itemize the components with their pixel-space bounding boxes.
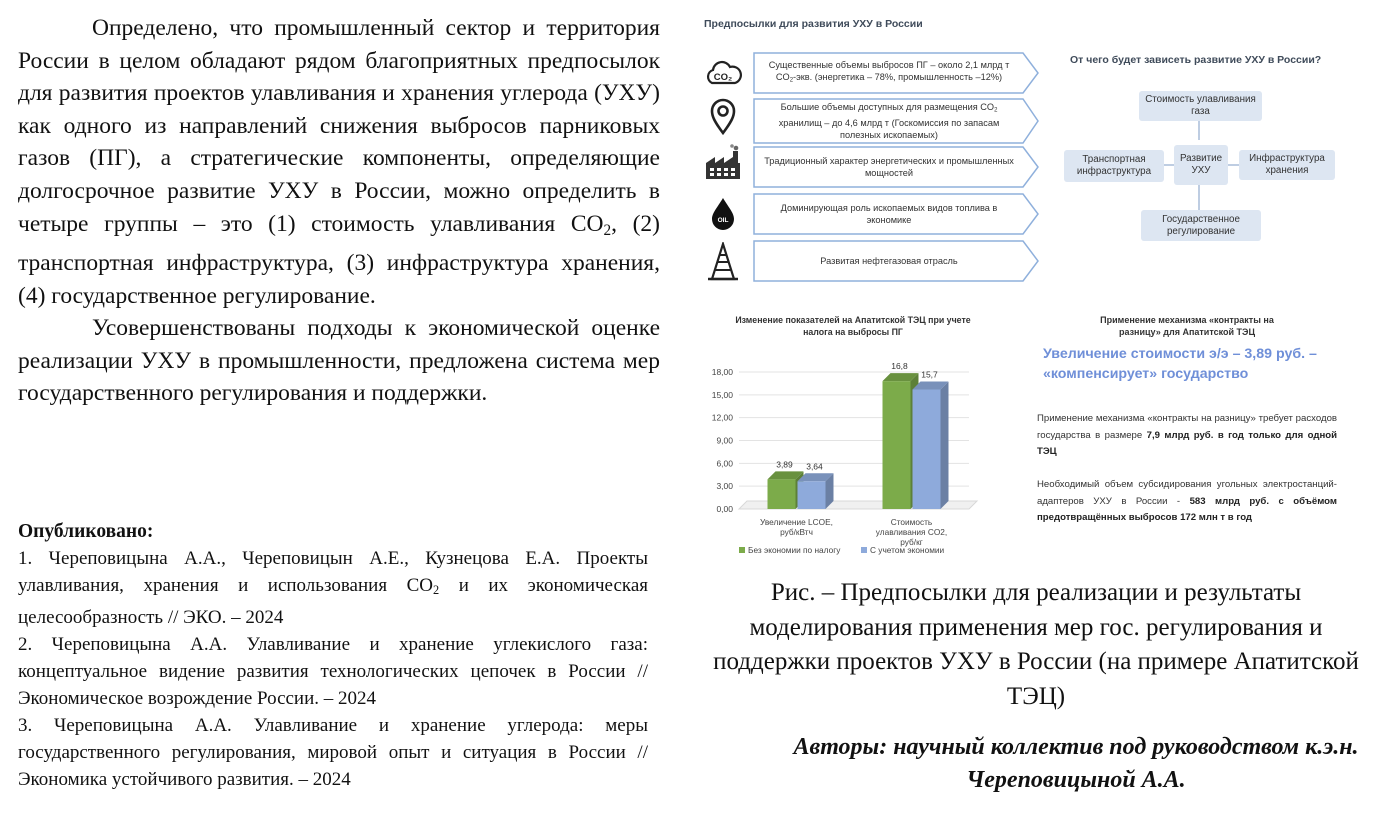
prereq-text: Развитая нефтегазовая отрасль [820,256,958,266]
y-tick-label: 9,00 [716,435,733,446]
data-label: 15,7 [921,369,938,380]
prereq-text: Традиционный характер энергетических и промышленных мощностей [764,156,1014,178]
depends-center: Развитие УХУ [1174,145,1228,185]
prereq-item [753,193,1039,235]
y-tick-label: 15,00 [711,389,733,400]
prereq-text: Существенные объемы выбросов ПГ – около 2,1 млрд т $CO_2$-экв. (энергетика – 78%, промышленность –12%) [768,60,1010,84]
category-label: улавливания CO2, [875,527,948,537]
co2-cloud-icon [703,54,743,94]
legend-label: Без экономии по налогу [748,545,841,555]
bar [798,481,826,509]
legend-swatch [739,547,745,553]
bar-side [941,382,949,509]
depends-left: Транспортная инфраструктура [1064,150,1164,182]
oil-drop-icon [703,193,743,233]
bar-chart [697,342,997,564]
y-tick-label: 12,00 [711,412,733,423]
cfd-paragraph-2: Необходимый объем субсидирования угольных электростанций-адаптеров УХУ в России - 583 млрд руб. с объёмом предотвращённых выбросов 172 млн т в год [1037,479,1338,523]
depends-top: Стоимость улавливания газа [1139,91,1262,121]
oil-icon-label: OIL [717,217,729,224]
reference-3: 3. Череповицына А.А. Улавливание и хранение углерода: меры государственного регулирования, мировой опыт и ситуация в России // Экономика устойчивого развития. – 2024 [18,715,648,791]
bar [883,381,911,509]
bar [913,390,941,509]
prereq-item [753,98,1039,144]
category-label: руб/кВтч [780,527,813,537]
cfd-title: Применение механизма «контракты на разницу» для Апатитской ТЭЦ [1100,315,1274,337]
data-label: 16,8 [891,361,908,372]
reference-1: 1. Череповицына А.А., Череповицын А.Е., Кузнецова Е.А. Проекты улавливания, хранения и использования $CO_2$ и их экономическая целесообразность // ЭКО. – 2024 [18,548,649,629]
cfd-paragraph-1: Применение механизма «контракты на разницу» требует расходов государства в размере 7,9 млрд руб. в год только для одной ТЭЦ [1037,413,1338,457]
prereq-item [753,146,1039,188]
y-tick-label: 3,00 [716,481,733,492]
legend-label: С учетом экономии [870,545,945,555]
prereq-item [753,52,1039,94]
bar [768,479,796,509]
y-tick-label: 18,00 [711,367,733,377]
prereq-text: Доминирующая роль ископаемых видов топлива в экономике [780,203,998,225]
authors: Авторы: научный коллектив под руководством к.э.н. Череповицыной А.А. [793,734,1359,793]
factory-icon [703,143,743,183]
category-label: Стоимость [890,517,933,527]
prereq-title: Предпосылки для развития УХУ в России [704,18,923,30]
chart-title: Изменение показателей на Апатитской ТЭЦ при учете налога на выбросы ПГ [735,315,971,337]
data-label: 3,89 [776,459,793,470]
depends-right: Инфраструктура хранения [1239,150,1335,180]
reference-2: 2. Череповицына А.А. Улавливание и хранение углекислого газа: концептуальное видение развития технологических цепочек в России // Экономическое возрождение России. – 2024 [18,634,648,710]
paragraph-2: Усовершенствованы подходы к экономической оценке реализации УХУ в промышленности, предложена система мер государственного регулирования и поддержки. [18,315,660,407]
depends-bottom: Государственное регулирование [1141,210,1261,241]
y-tick-label: 6,00 [716,458,733,469]
published-section [18,518,648,793]
legend-swatch [861,547,867,553]
category-label: Увеличение LCOE, [760,517,833,527]
oil-rig-icon [703,242,743,282]
depends-title: От чего будет зависеть развитие УХУ в России? [1070,54,1322,66]
prereq-item [753,240,1039,282]
co2-icon-label: CO₂ [713,72,733,83]
category-label: руб/кг [900,537,923,547]
paragraph-1: Определено, что промышленный сектор и территория России в целом обладают рядом благоприятных предпосылок для развития проектов улавливания и хранения углерода (УХУ) как одного из направлений снижения выбросов парниковых газов (ПГ), а стратегические компоненты, определяющие долгосрочное развитие УХУ в России, можно определить в четыре группы – это (1) стоимость улавливания $CO_2$, (2) транспортная инфраструктура, (3) инфраструктура хранения, (4) государственное регулирование. [18,15,660,309]
published-title: Опубликовано: [18,521,154,542]
prereq-text: Большие объемы доступных для размещения $CO_2$ хранилищ – до 4,6 млрд т (Госкомиссия по запасам полезных ископаемых) [778,102,1000,140]
data-label: 3,64 [806,461,823,472]
cost-increase-headline: Увеличение стоимости э/э – 3,89 руб. – «компенсирует» государство [1043,346,1317,382]
main-text [18,12,660,410]
figure-caption: Рис. – Предпосылки для реализации и результаты моделирования применения мер гос. регулирования и поддержки проектов УХУ в России (на примере Апатитской ТЭЦ) [713,579,1359,710]
y-tick-label: 0,00 [716,504,733,514]
location-pin-icon [703,96,743,136]
figure [697,0,1384,570]
